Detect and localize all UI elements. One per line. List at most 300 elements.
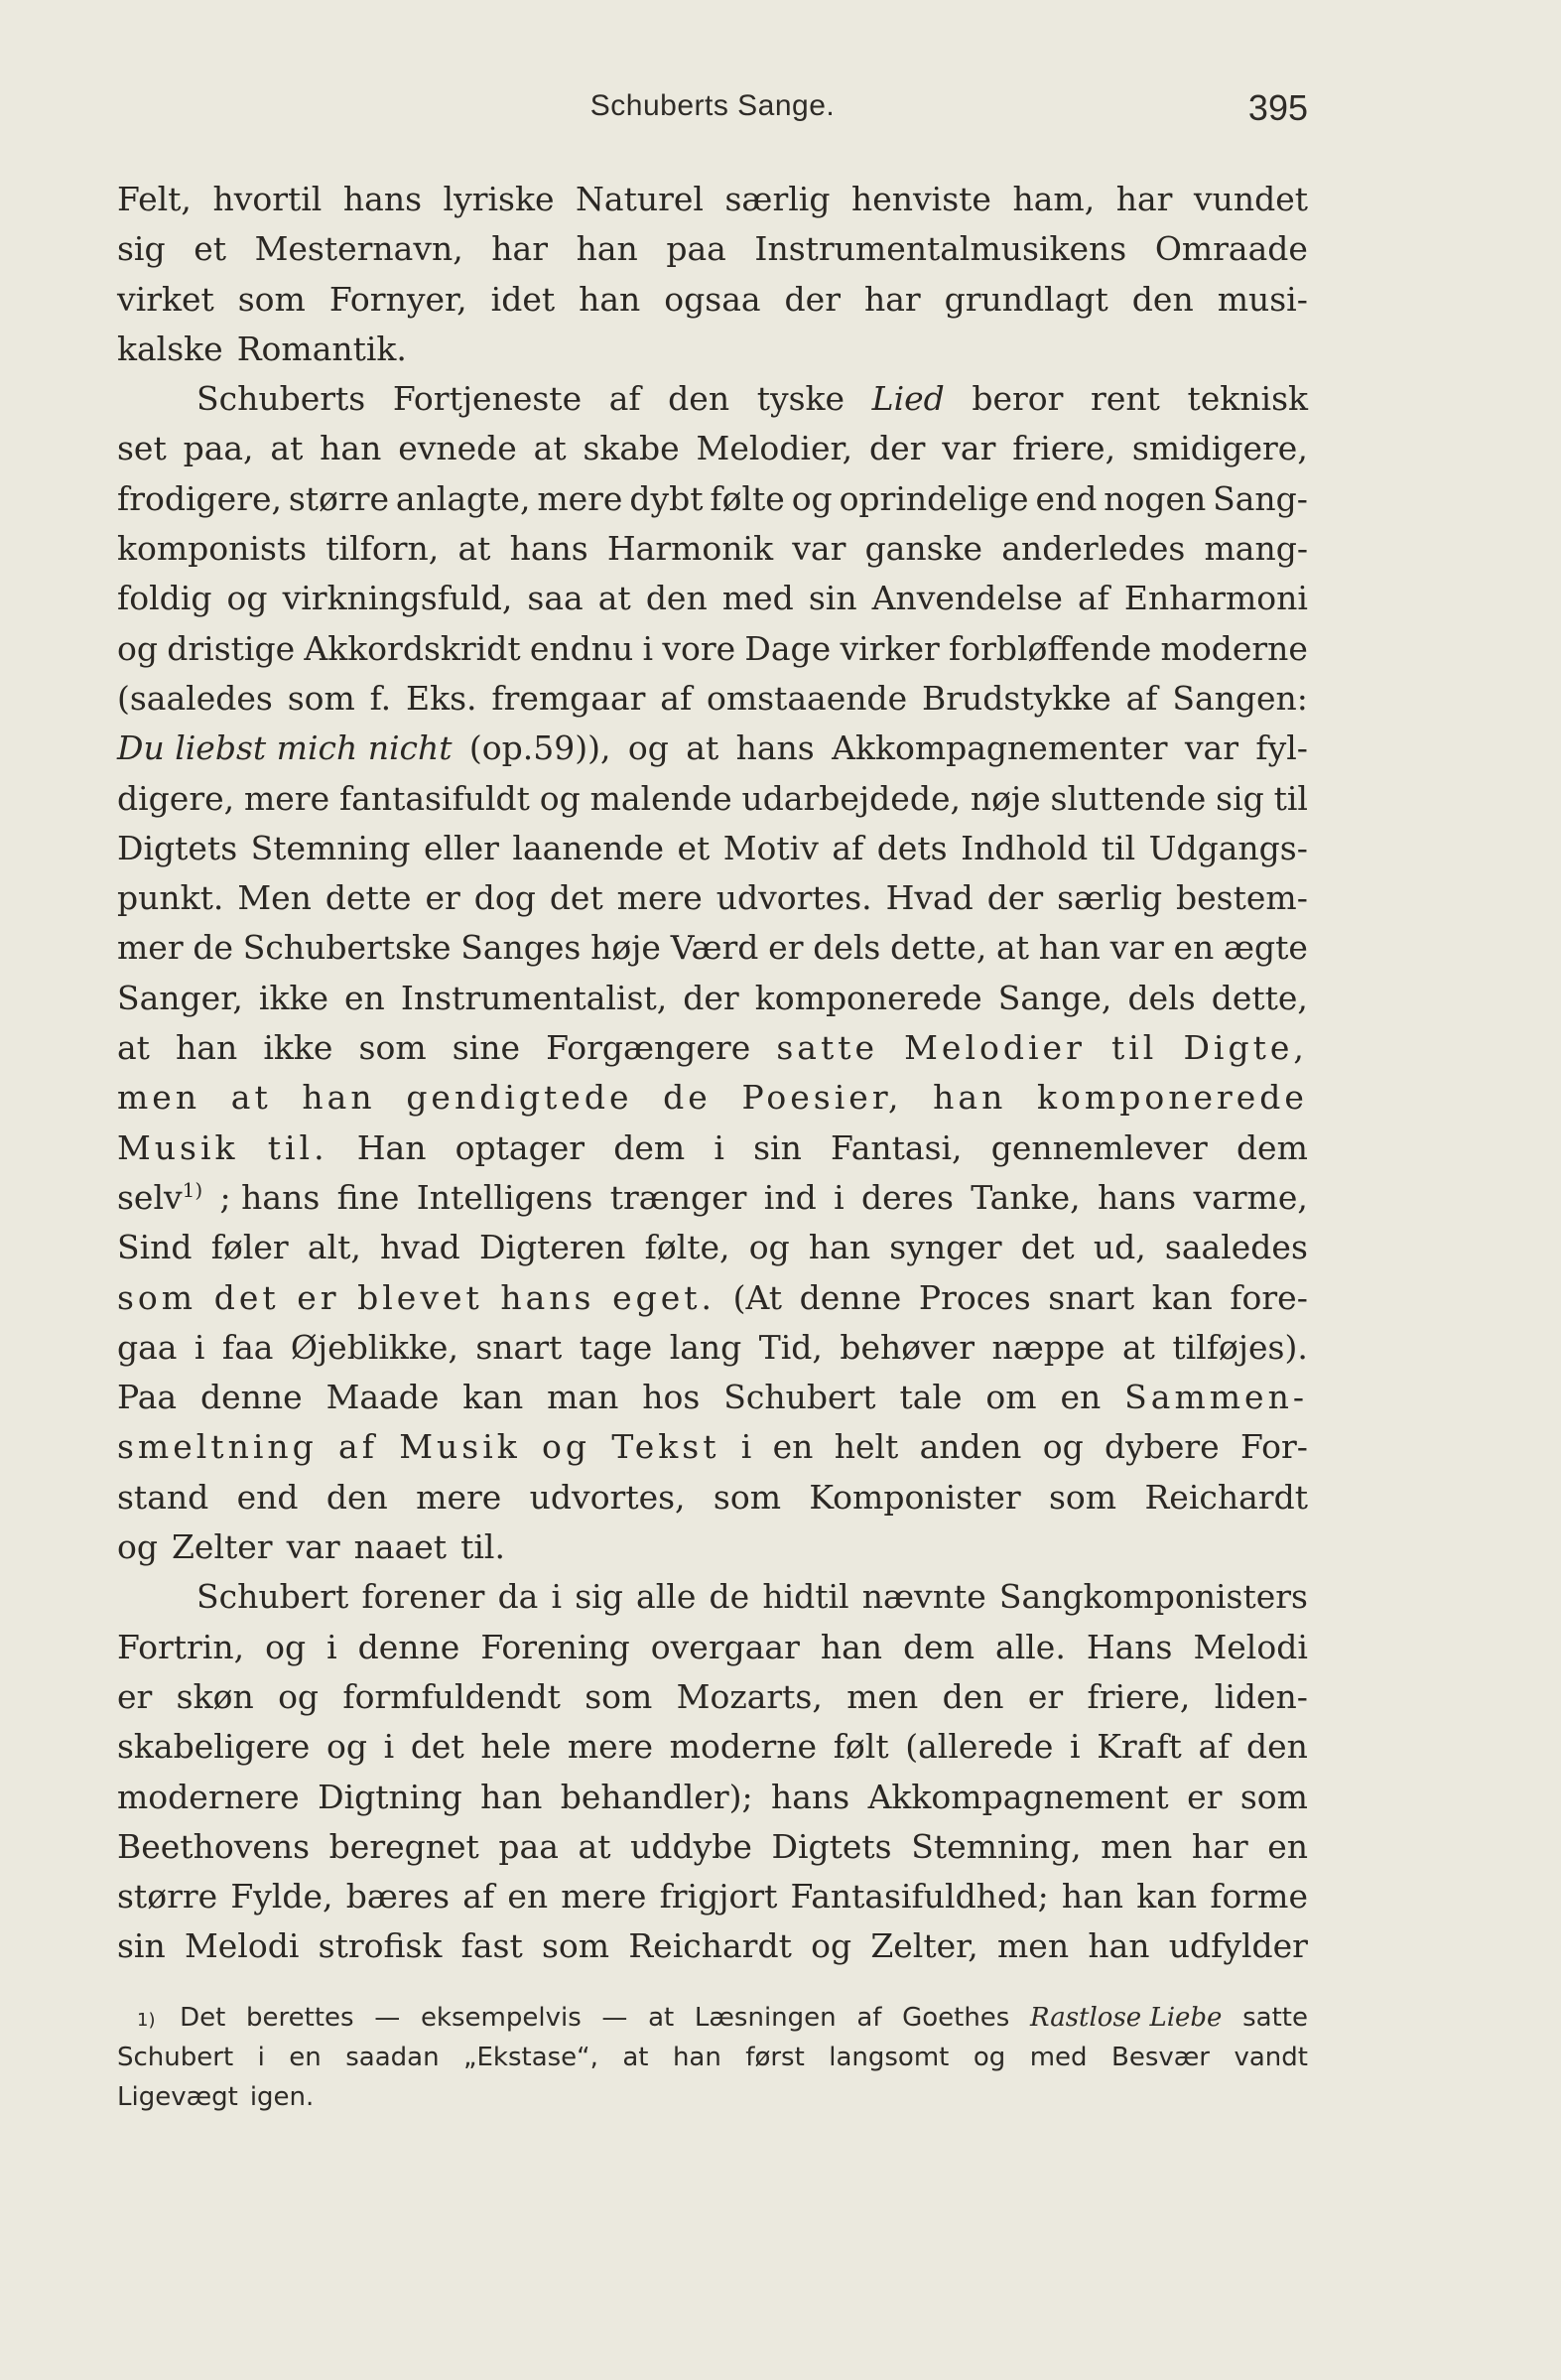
word: lang [669, 1327, 742, 1367]
word: næppe [991, 1327, 1106, 1367]
word: hans [1097, 1177, 1177, 1217]
word: denne [799, 1277, 902, 1317]
text-line [117, 325, 1308, 374]
word: en [507, 1877, 549, 1917]
word: og [811, 1926, 852, 1966]
word: hans [342, 180, 423, 218]
word: Sammen- [1124, 1378, 1308, 1417]
word: strofisk [318, 1926, 443, 1966]
word: er [1187, 1777, 1223, 1816]
word: det [410, 1727, 464, 1767]
word: i [714, 1127, 724, 1167]
word: deres [860, 1177, 954, 1217]
word: og [117, 1527, 158, 1567]
word: har [1115, 180, 1173, 218]
word: ægte [1224, 928, 1308, 968]
word: laanende [512, 828, 664, 867]
word: som [237, 279, 306, 319]
footnote-word: Goethes [902, 2003, 1010, 2033]
word: dels [1127, 978, 1196, 1017]
text-line [117, 374, 1308, 424]
footnote-word: Ligevægt [117, 2082, 238, 2112]
word: smidigere, [1131, 429, 1308, 468]
word: dem [1236, 1127, 1308, 1167]
word: formfuldendt [342, 1676, 561, 1716]
word: han [176, 1028, 238, 1068]
word: hans [735, 728, 815, 768]
word: den [325, 1477, 388, 1517]
word: om [985, 1378, 1037, 1417]
word: Musik [399, 1427, 521, 1467]
footnote-word: og [973, 2043, 1006, 2072]
word: fast [460, 1926, 523, 1966]
word: af [1198, 1727, 1231, 1767]
word: som [1239, 1777, 1308, 1816]
word: den [645, 579, 708, 618]
word: han [302, 1078, 376, 1118]
footnote-word: Rastlose Liebe [1030, 2003, 1223, 2033]
word: Schubert [723, 1378, 876, 1417]
word: i [642, 628, 654, 668]
word: Fantasi, [831, 1127, 963, 1167]
word: tale [899, 1378, 963, 1417]
word: men [117, 1078, 201, 1118]
word: fyl- [1255, 728, 1308, 768]
word: Digtets [771, 1826, 892, 1866]
word: dog [473, 878, 536, 918]
word: beror [972, 379, 1064, 419]
word: Musik [117, 1127, 239, 1167]
word: anlagte, [395, 478, 531, 518]
word: Zelter [172, 1527, 273, 1567]
word: komponerede [1037, 1078, 1308, 1118]
word: alle [636, 1577, 697, 1617]
word: følt [833, 1727, 889, 1767]
word: tyske [756, 379, 846, 419]
word: Intelligens [416, 1177, 593, 1217]
word: virket [117, 279, 214, 319]
word: Romantik. [236, 329, 407, 368]
word: som [358, 1028, 427, 1068]
word: han [1038, 928, 1101, 968]
word: kan [1151, 1277, 1213, 1317]
word: behandler); [560, 1777, 753, 1816]
word: nogen [1104, 478, 1207, 518]
word: de [709, 1577, 750, 1617]
word: forbløffende [949, 628, 1152, 668]
word: Felt, [117, 180, 192, 218]
footnote-word: med [1029, 2043, 1088, 2072]
word: en [772, 1427, 814, 1467]
footnote-word: vandt [1234, 2043, 1308, 2072]
word: at [117, 1028, 150, 1068]
word: at [230, 1078, 272, 1118]
word: en [344, 978, 385, 1017]
word: Akkompagnementer [832, 728, 1168, 768]
word: Øjeblikke, [290, 1327, 458, 1367]
word: Akkordskridt [304, 628, 521, 668]
text-line [117, 175, 1308, 224]
word: varme, [1193, 1177, 1308, 1217]
word: dem [613, 1127, 686, 1167]
word: et [194, 229, 226, 269]
word: Instrumentalmusikens [754, 229, 1127, 269]
word: hvad [380, 1228, 460, 1267]
footnote-block [117, 1998, 1308, 2117]
word: de [663, 1078, 712, 1118]
word: var [942, 429, 996, 468]
word: sluttende [1050, 778, 1207, 818]
word: stand [117, 1477, 209, 1517]
footnote-word: at [622, 2043, 649, 2072]
word: af [1125, 678, 1158, 718]
footnote-line [117, 2038, 1308, 2077]
word: Værd [670, 928, 759, 968]
word: de [193, 928, 233, 968]
word: er [297, 1277, 340, 1317]
text-line [117, 1023, 1308, 1073]
word: Sanger, [117, 978, 243, 1017]
word: som [1048, 1477, 1117, 1517]
word: evnede [398, 429, 517, 468]
word: har [491, 229, 548, 269]
word: komponerede [754, 978, 982, 1017]
word: ikke [263, 1028, 333, 1068]
word: denne [357, 1627, 460, 1666]
word: mere [416, 1477, 502, 1517]
word: fantasifuldt [338, 778, 530, 818]
text-line [117, 224, 1308, 274]
page-number: 395 [1247, 87, 1308, 128]
footnote-line [117, 2077, 1308, 2117]
footnote-word: berettes [246, 2003, 354, 2033]
word: af [338, 1427, 378, 1467]
word: hele [480, 1727, 552, 1767]
word: Proces [918, 1277, 1031, 1317]
word: fore- [1230, 1277, 1308, 1317]
word: var [1109, 928, 1164, 968]
word: Harmonik [606, 529, 774, 569]
word: Fortrin, [117, 1627, 245, 1666]
word: gaa [117, 1327, 178, 1367]
word: Omraade [1154, 229, 1308, 269]
word: hvortil [212, 180, 323, 218]
text-line [117, 474, 1308, 524]
word: der [784, 279, 841, 319]
word: dets [876, 828, 948, 867]
word: selv$^{1)}$ [117, 1177, 203, 1217]
footnote-word: af [856, 2003, 882, 2033]
word: mere [616, 878, 703, 918]
word: hans [500, 1277, 595, 1317]
word: Sind [117, 1228, 193, 1267]
text-line [117, 923, 1308, 973]
footnote-word: at [648, 2003, 675, 2033]
word: denne [199, 1378, 303, 1417]
word: og [542, 1427, 591, 1467]
text-line [117, 1773, 1308, 1822]
word: Fortjeneste [392, 379, 583, 419]
word: med [721, 579, 794, 618]
word: Men [237, 878, 312, 918]
word: mang- [1204, 529, 1308, 569]
word: mere [537, 478, 623, 518]
word: gennemlever [990, 1127, 1208, 1167]
word: og [226, 579, 268, 618]
running-head: Schuberts Sange. [589, 89, 836, 122]
word: Melodi [184, 1926, 300, 1966]
word: og [265, 1627, 307, 1666]
word: Tid, [758, 1327, 823, 1367]
word: (At [732, 1277, 783, 1317]
word: i [551, 1577, 563, 1617]
word: fremgaar [491, 678, 646, 718]
word: dem [903, 1627, 976, 1666]
word: end [236, 1477, 299, 1517]
page-header [117, 89, 1308, 133]
word: foldig [117, 579, 212, 618]
word: og [278, 1676, 320, 1716]
word: Akkompagnement [867, 1777, 1169, 1816]
word: Digte, [1183, 1028, 1308, 1068]
word: friere, [1087, 1676, 1191, 1716]
word: mere [567, 1727, 654, 1767]
footnote-line: 1) Det berettes — eksempelvis — at Læsningen af Goethes Rastlose Liebe satte [117, 1998, 1308, 2038]
footnote-word: Schubert [117, 2043, 234, 2072]
word: man [547, 1378, 619, 1417]
word: Beethovens [117, 1826, 311, 1866]
word: anderledes [1001, 529, 1186, 569]
word: tilforn, [325, 529, 440, 569]
footnote-word: først [745, 2043, 805, 2072]
word: som [585, 1676, 653, 1716]
word: af [462, 1877, 495, 1917]
footnote-ref: 1) [182, 1177, 203, 1202]
word: satte [776, 1028, 879, 1068]
word: eget. [612, 1277, 716, 1317]
word: friere, [1012, 429, 1116, 468]
word: føler [210, 1228, 289, 1267]
text-line [117, 1572, 1308, 1622]
word: han [320, 429, 382, 468]
word: Dage [744, 628, 832, 668]
word: ; hans [219, 1177, 321, 1217]
text-line [117, 275, 1308, 325]
word: det [213, 1277, 280, 1317]
word: faa [221, 1327, 274, 1367]
text-line [117, 724, 1308, 773]
word: Melodier, [696, 429, 853, 468]
word: oprindelige [839, 478, 1029, 518]
word: ind [763, 1177, 817, 1217]
word: kalske [117, 329, 223, 368]
text-line [117, 1623, 1308, 1672]
word: sig [1216, 778, 1264, 818]
word: Tekst [611, 1427, 720, 1467]
word: til [1110, 1028, 1158, 1068]
word: overgaar [650, 1627, 800, 1666]
text-line [117, 624, 1308, 674]
body-text [117, 175, 1308, 1972]
word: og [1042, 1427, 1084, 1467]
word: Paa [117, 1378, 178, 1417]
word: og [748, 1228, 790, 1267]
word: Stemning [250, 828, 411, 867]
word: og [791, 478, 833, 518]
word: men [846, 1676, 919, 1716]
word: Melodi [1193, 1627, 1308, 1666]
word: der [986, 878, 1044, 918]
word: dels [813, 928, 881, 968]
word: særlig [1057, 878, 1163, 918]
word: ganske [864, 529, 983, 569]
word: end [1035, 478, 1098, 518]
word: tilføjes). [1172, 1327, 1308, 1367]
word: Mesternavn, [254, 229, 463, 269]
word: Fantasifuldhed; [790, 1877, 1049, 1917]
word: paa [666, 229, 726, 269]
word: hans [509, 529, 588, 569]
text-line [117, 1672, 1308, 1722]
word: Mozarts, [676, 1676, 823, 1716]
word: hans [771, 1777, 850, 1816]
word: liden- [1214, 1676, 1308, 1716]
word: i [740, 1427, 752, 1467]
word: nøje [970, 778, 1041, 818]
word: af [1077, 579, 1109, 618]
word: var [792, 529, 846, 569]
word: han [808, 1228, 871, 1267]
word: udfylder [1168, 1926, 1308, 1966]
word: behøver [840, 1327, 976, 1367]
word: den [942, 1676, 1004, 1716]
word: i [194, 1327, 205, 1367]
word: eller [423, 828, 499, 867]
text-line [117, 1522, 1308, 1572]
word: og [539, 778, 581, 818]
word: Digteren [478, 1228, 626, 1267]
word: idet [490, 279, 556, 319]
footnote-word: i [257, 2043, 265, 2072]
word: (allerede [905, 1727, 1054, 1767]
text-line [117, 1073, 1308, 1123]
word: Tanke, [971, 1177, 1081, 1217]
word: modernere [117, 1777, 300, 1816]
footnote-word: Besvær [1110, 2043, 1210, 2072]
word: af [660, 678, 693, 718]
word: Fornyer, [328, 279, 467, 319]
word: paa, [183, 429, 254, 468]
word: helt [834, 1427, 899, 1467]
word: har [863, 279, 921, 319]
word: musi- [1217, 279, 1308, 319]
word: lyriske [443, 180, 555, 218]
word: til [1273, 778, 1308, 818]
word: udvortes. [715, 878, 872, 918]
word: Sang- [1213, 478, 1308, 518]
word: snart [1048, 1277, 1135, 1317]
footnote-word: han [672, 2043, 721, 2072]
word: udvortes, [529, 1477, 686, 1517]
word: Instrumentalist, [400, 978, 668, 1017]
word: Schubert [196, 1577, 349, 1617]
word: virkningsfuld, [282, 579, 513, 618]
word: ham, [1012, 180, 1096, 218]
word: Han [356, 1127, 427, 1167]
text-line [117, 1422, 1308, 1472]
text-line [117, 774, 1308, 824]
word: grundlagt [944, 279, 1108, 319]
text-line [117, 1373, 1308, 1422]
word: han [820, 1627, 883, 1666]
word: mere [561, 1877, 647, 1917]
word: Sangen: [1172, 678, 1308, 718]
word: Reichardt [628, 1926, 792, 1966]
word: Lied [871, 379, 945, 419]
word: følte, [644, 1228, 730, 1267]
word: set [117, 429, 167, 468]
word: frigjort [659, 1877, 778, 1917]
text-line [117, 1722, 1308, 1772]
word: blevet [357, 1277, 483, 1317]
word: anden [919, 1427, 1022, 1467]
text-line [117, 974, 1308, 1023]
text-line [117, 1473, 1308, 1522]
word: i [834, 1177, 845, 1217]
word: af [608, 379, 641, 419]
word: sin [753, 1127, 802, 1167]
word: han [1088, 1926, 1150, 1966]
word: er [117, 1676, 153, 1716]
word: og [627, 728, 669, 768]
word: hidtil [762, 1577, 849, 1617]
word: der [683, 978, 739, 1017]
word: (saaledes [117, 678, 273, 718]
word: den [1245, 1727, 1308, 1767]
footnote-word: eksempelvis [420, 2003, 582, 2033]
word: han [933, 1078, 1007, 1118]
word: vundet [1193, 180, 1308, 218]
word: digere, [117, 778, 235, 818]
footnote-word: saadan [345, 2043, 440, 2072]
word: Poesier, [741, 1078, 903, 1118]
word: skabe [583, 429, 680, 468]
word: kan [1136, 1877, 1198, 1917]
word: Sangkomponisters [998, 1577, 1308, 1617]
word: Reichardt [1144, 1477, 1308, 1517]
word: følte [710, 478, 785, 518]
word: Enharmoni [1123, 579, 1308, 618]
word: dette, [890, 928, 987, 968]
word: snart [475, 1327, 563, 1367]
word: Zelter, [870, 1926, 978, 1966]
word: at [578, 1826, 611, 1866]
word: Schuberts [196, 379, 366, 419]
word: en [1060, 1378, 1102, 1417]
footnote-word: „Ekstase“, [463, 2043, 598, 2072]
word: omstaaende [707, 678, 908, 718]
text-line [117, 424, 1308, 473]
word: (op.59)), [468, 728, 611, 768]
word: til. [267, 1127, 328, 1167]
footnote-word: langsomt [829, 2043, 950, 2072]
word: gendigtede [406, 1078, 633, 1118]
footnote-word: Det [180, 2003, 226, 2033]
word: han [576, 229, 638, 269]
word: Anvendelse [871, 579, 1063, 618]
word: men [1101, 1826, 1173, 1866]
word: som [117, 1277, 197, 1317]
